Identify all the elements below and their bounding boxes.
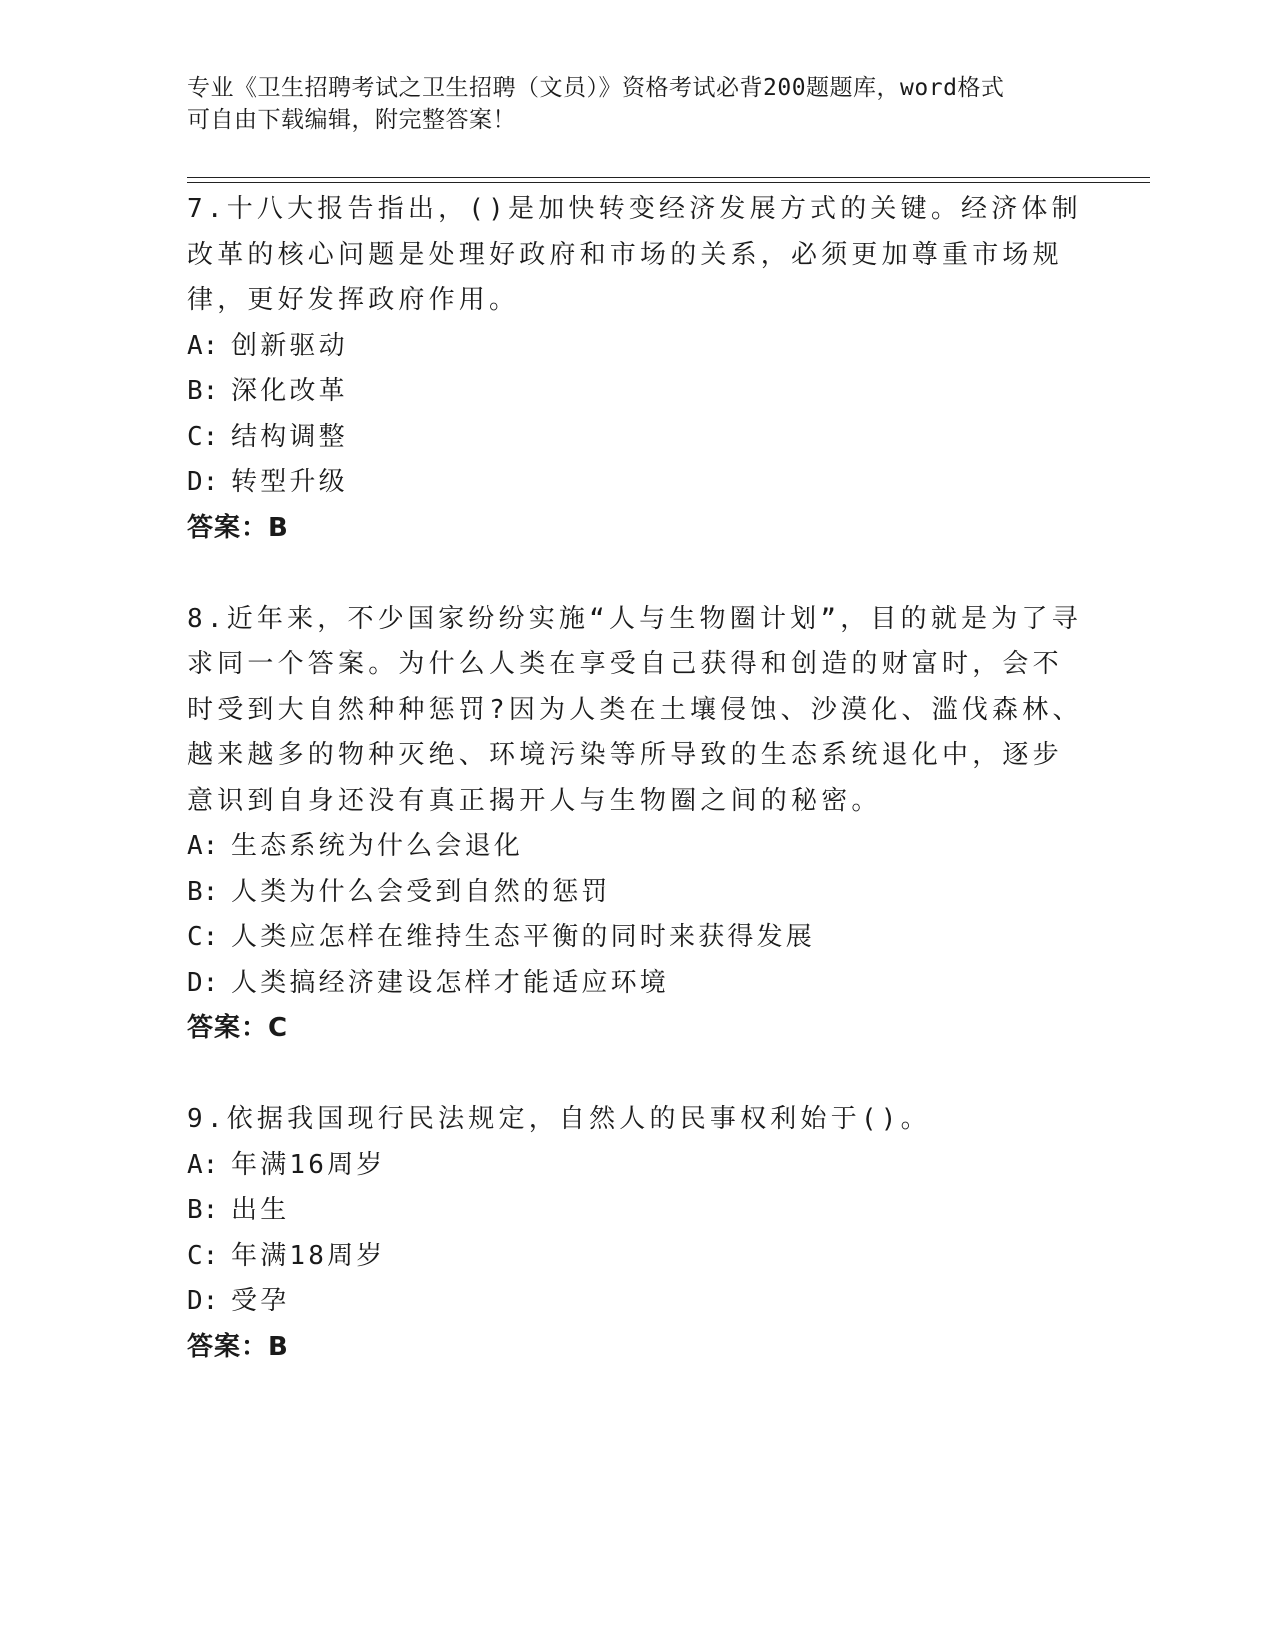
question-option: [187, 824, 1087, 870]
question-stem: 8.近年来，不少国家纷纷实施“人与生物圈计划”，目的就是为了寻求同一个答案。为什么人类在享受自己获得和创造的财富时，会不时受到大自然种种惩罚?因为人类在土壤侵蚀、沙漠化、滥伐森林、越来越多的物种灭绝、环境污染等所导致的生态系统退化中，逐步意识到自身还没有真正揭开人与生物圈之间的秘密。: [187, 603, 1083, 816]
option-key: C:: [187, 922, 219, 952]
question-option: [187, 1234, 1087, 1280]
option-key: C:: [187, 1240, 219, 1271]
option-key: B:: [187, 1195, 219, 1225]
option-text: 人类应怎样在维持生态平衡的同时来获得发展: [231, 922, 816, 952]
option-key: A:: [187, 831, 219, 861]
question-list: [187, 187, 1087, 1370]
option-key: B:: [187, 376, 219, 406]
option-key: B:: [187, 876, 219, 907]
question-stem: 7.十八大报告指出，()是加快转变经济发展方式的关键。经济体制改革的核心问题是处理好政府和市场的关系，必须更加尊重市场规律，更好发挥政府作用。: [187, 194, 1082, 315]
question-option: [187, 1188, 1087, 1234]
option-key: D:: [187, 1286, 219, 1316]
option-text: 年满18周岁: [231, 1240, 386, 1271]
question-item: [187, 1097, 1087, 1370]
option-key: C:: [187, 421, 219, 452]
option-text: 转型升级: [231, 467, 348, 497]
option-text: 受孕: [231, 1286, 290, 1316]
question-option: [187, 324, 1087, 370]
option-text: 创新驱动: [231, 330, 348, 361]
option-text: 人类为什么会受到自然的惩罚: [231, 876, 611, 907]
question-option: [187, 961, 1087, 1007]
question-spacer: [187, 551, 1087, 597]
question-item: [187, 187, 1087, 551]
question-answer: 答案：B: [187, 1331, 289, 1362]
option-text: 生态系统为什么会退化: [231, 831, 524, 861]
document-header: 专业《卫生招聘考试之卫生招聘（文员）》资格考试必背200题题库，word格式 可自由下载编辑，附完整答案！: [187, 75, 1005, 133]
option-text: 人类搞经济建设怎样才能适应环境: [231, 967, 670, 998]
question-answer: 答案：B: [187, 512, 289, 543]
question-option: [187, 460, 1087, 506]
option-key: A:: [187, 330, 219, 361]
question-item: [187, 597, 1087, 1052]
question-spacer: [187, 1052, 1087, 1098]
header-rule-bottom: [187, 182, 1150, 183]
question-option: [187, 1279, 1087, 1325]
option-text: 出生: [231, 1195, 290, 1225]
option-key: A:: [187, 1149, 219, 1180]
question-option: [187, 915, 1087, 961]
question-option: [187, 415, 1087, 461]
question-stem: 9.依据我国现行民法规定，自然人的民事权利始于()。: [187, 1104, 931, 1134]
option-text: 年满16周岁: [231, 1149, 386, 1180]
question-option: [187, 870, 1087, 916]
header-rule-top: [187, 177, 1150, 178]
option-text: 深化改革: [231, 376, 348, 406]
question-option: [187, 1143, 1087, 1189]
question-answer: 答案：C: [187, 1013, 289, 1043]
question-option: [187, 369, 1087, 415]
option-text: 结构调整: [231, 421, 348, 452]
option-key: D:: [187, 967, 219, 998]
option-key: D:: [187, 467, 219, 497]
